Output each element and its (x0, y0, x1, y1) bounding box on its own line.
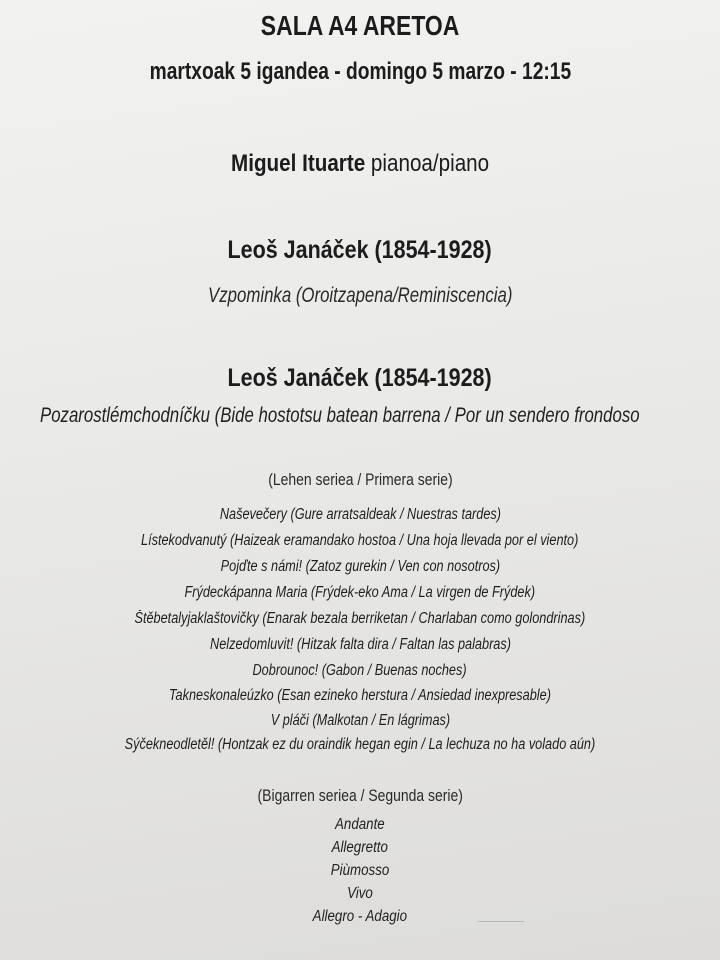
movement-item: Takneskonaleúzko (Esan ezineko herstura / Ansiedad inexpresable) (168, 687, 551, 704)
movement-item: Sýčekneodletěl! (Hontzak ez du oraindik hegan egin / La lechuza no ha volado aún) (124, 736, 596, 753)
performer-line (0, 150, 720, 178)
composer-heading: Leoš Janáček (1854-1928) (227, 236, 493, 264)
tempo-item: Andante (335, 816, 385, 833)
work-title: Vzpominka (Oroitzapena/Reminiscencia) (207, 284, 513, 307)
tempo-item: Allegro - Adagio (312, 908, 408, 925)
movement-item: Dobrounoc! (Gabon / Buenas noches) (252, 662, 468, 679)
series-heading: (Lehen seriea / Primera serie) (267, 470, 453, 489)
hall-title: SALA A4 ARETOA (260, 10, 460, 41)
performer-name: Miguel Ituarte (230, 150, 366, 177)
movement-item: V pláči (Malkotan / En lágrimas) (270, 712, 450, 729)
concert-date: martxoak 5 igandea - domingo 5 marzo - 12:15 (149, 58, 571, 85)
pencil-mark (478, 921, 524, 922)
performer-instrument: pianoa/piano (370, 150, 490, 177)
composer-heading: Leoš Janáček (1854-1928) (227, 364, 493, 392)
movement-item: Pojďte s námi! (Zatoz gurekin / Ven con nosotros) (220, 558, 500, 575)
tempo-item: Allegretto (331, 839, 389, 856)
work-title: Pozarostlémchodníčku (Bide hostotsu batean barrena / Por un sendero frondoso (40, 404, 640, 427)
movement-item: Lístekodvanutý (Haizeak eramandako hostoa / Una hoja llevada por el viento) (141, 532, 579, 549)
movement-item: Frýdeckápanna Maria (Frýdek-eko Ama / La virgen de Frýdek) (184, 584, 536, 601)
movement-item: Naševečery (Gure arratsaldeak / Nuestras tardes) (219, 506, 501, 523)
movement-item: Štěbetalyjaklaštovičky (Enarak bezala berriketan / Charlaban como golondrinas) (134, 610, 586, 627)
series-heading: (Bigarren seriea / Segunda serie) (257, 786, 463, 805)
tempo-item: Piùmosso (330, 862, 390, 879)
movement-item: Nelzedomluvit! (Hitzak falta dira / Faltan las palabras) (209, 636, 511, 653)
tempo-item: Vivo (347, 885, 373, 902)
